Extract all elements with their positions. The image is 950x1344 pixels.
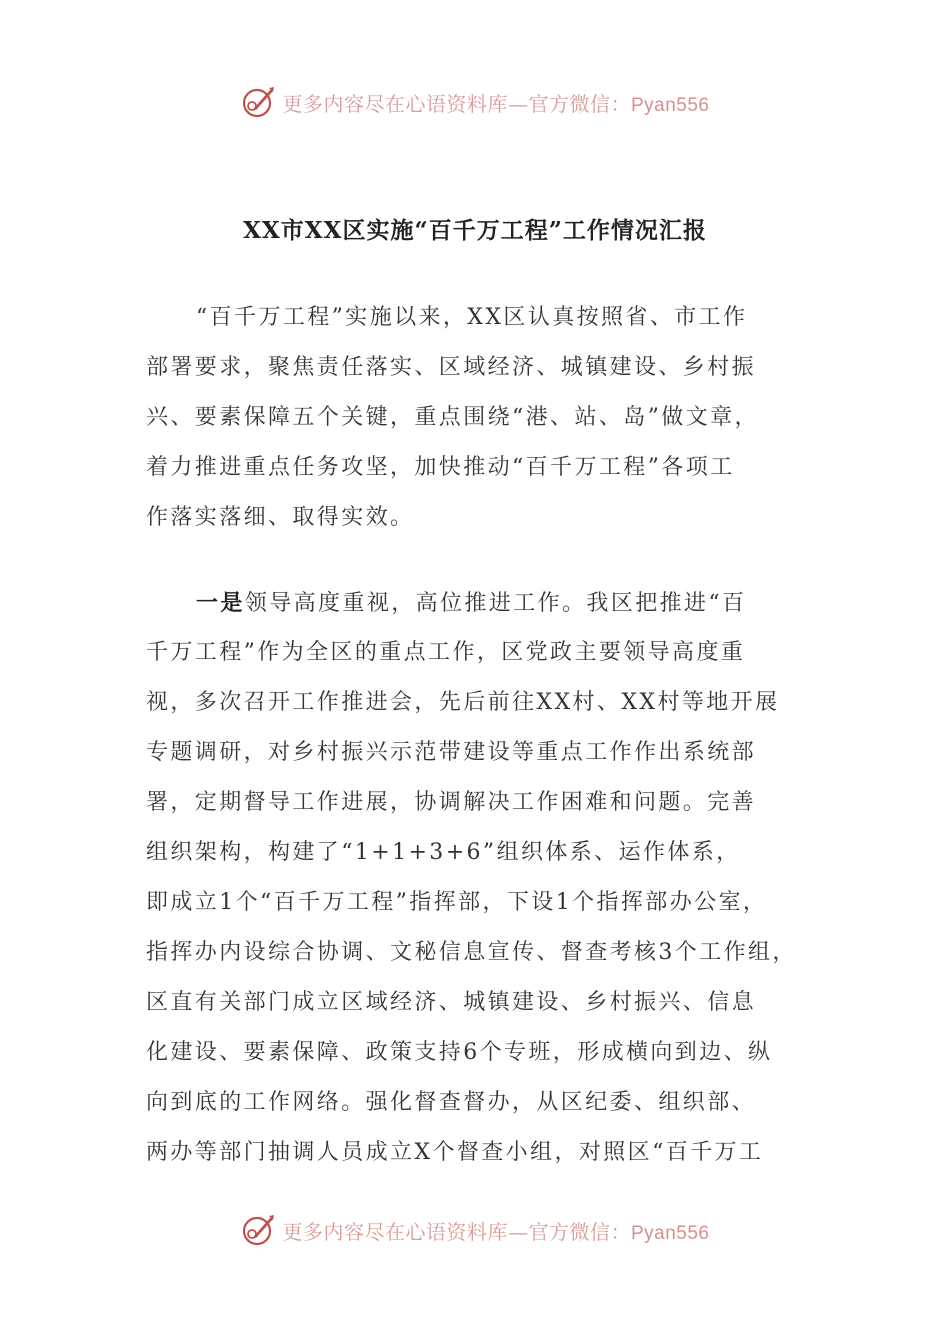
watermark-banner-bottom [0,1208,950,1252]
text-line: 兴、要素保障五个关键，重点围绕“港、站、岛”做文章， [146,405,759,430]
text-line: 组织架构，构建了“1+1+3+6”组织体系、运作体系， [146,840,741,865]
text-line: 向到底的工作网络。强化督查督办，从区纪委、组织部、 [146,1090,757,1115]
paragraph-point-one [146,578,826,1178]
watermark-text [282,1216,709,1245]
watermark-main-text: 更多内容尽在心语资料库—官方微信： [282,1219,631,1244]
text-line-first [146,578,826,628]
text-line: 着力推进重点任务攻坚，加快推动“百千万工程”各项工 [146,455,735,480]
text-line: 两办等部门抽调人员成立X个督查小组，对照区“百千万工 [146,1140,764,1165]
lead-phrase: 一是 [196,590,245,616]
text-line: 即成立1个“百千万工程”指挥部，下设1个指挥部办公室， [146,890,768,915]
watermark-wechat-id: Pyan556 [630,1222,710,1244]
text-line: 千万工程”作为全区的重点工作，区党政主要领导高度重 [146,640,746,665]
text-line: 化建设、要素保障、政策支持6个专班，形成横向到边、纵 [146,1040,773,1065]
watermark-wechat-id: Pyan556 [630,94,710,116]
watermark-main-text: 更多内容尽在心语资料库—官方微信： [282,91,631,116]
text-line: 指挥办内设综合协调、文秘信息宣传、督查考核3个工作组， [146,940,797,965]
first-line-rest: 领导高度重视，高位推进工作。我区把推进“百 [244,591,747,616]
quill-pen-logo-icon [240,1212,276,1248]
text-line: “百千万工程”实施以来，XX区认真按照省、市工作 [196,305,748,330]
watermark-text [282,88,709,117]
quill-pen-logo-icon [240,84,276,120]
text-line: 专题调研，对乡村振兴示范带建设等重点工作作出系统部 [146,740,757,765]
text-line: 视，多次召开工作推进会，先后前往XX村、XX村等地开展 [146,690,780,715]
paragraph-intro [146,293,826,543]
text-line: 区直有关部门成立区域经济、城镇建设、乡村振兴、信息 [146,990,757,1015]
text-line: 作落实落细、取得实效。 [146,505,415,530]
text-line: 署，定期督导工作进展，协调解决工作困难和问题。完善 [146,790,757,815]
document-title: XX市XX区实施“百千万工程”工作情况汇报 [243,217,707,244]
watermark-banner-top [0,80,950,124]
text-line: 部署要求，聚焦责任落实、区域经济、城镇建设、乡村振 [146,355,757,380]
